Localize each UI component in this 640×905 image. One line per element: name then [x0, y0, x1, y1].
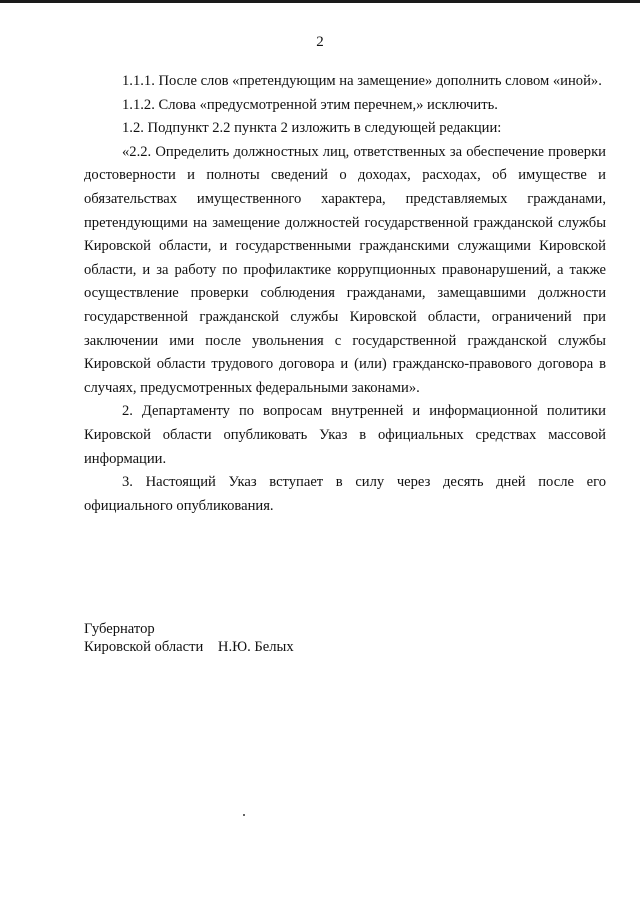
signature-region: Кировской области — [84, 639, 204, 655]
signature-block — [84, 620, 294, 656]
paragraph-1-2: 1.2. Подпункт 2.2 пункта 2 изложить в следующей редакции: — [122, 120, 502, 137]
paragraph-2-2-quote: «2.2. Определить должностных лиц, ответственных за обеспечение проверки достоверности и полноты сведений о доходах, расходах, об имуществе и обязательствах имущественного характера, представляемых гражданами, претендующими на замещение должностей государственной гражданской службы Кировской области, и государственными гражданскими служащими Кировской области, и за работу по профилактике коррупционных правонарушений, а также осуществление проверки соблюдения гражданами, замещавшими должности государственной гражданской службы Кировской области, ограничений при заключении ими после увольнения с государственной гражданской службы Кировской области трудового договора и (или) гражданско-правового договора в случаях, предусмотренных федеральными законами». — [84, 143, 606, 396]
scan-speck — [243, 814, 245, 816]
document-body — [84, 70, 606, 518]
signature-title-line-2 — [84, 638, 294, 656]
signature-title-line-1: Губернатор — [84, 621, 155, 637]
paragraph-3: 3. Настоящий Указ вступает в силу через десять дней после его официального опубликования. — [84, 474, 606, 514]
paragraph-1-1-1: 1.1.1. После слов «претендующим на замещение» дополнить словом «иной». — [122, 73, 602, 89]
page-number: 2 — [316, 34, 324, 50]
paragraph-1-1-2: 1.1.2. Слова «предусмотренной этим перечнем,» исключить. — [122, 96, 498, 113]
top-border-line — [0, 0, 640, 3]
signature-name: Н.Ю. Белых — [217, 639, 294, 655]
paragraph-2: 2. Департаменту по вопросам внутренней и информационной политики Кировской области опубликовать Указ в официальных средствах массовой информации. — [84, 403, 606, 467]
